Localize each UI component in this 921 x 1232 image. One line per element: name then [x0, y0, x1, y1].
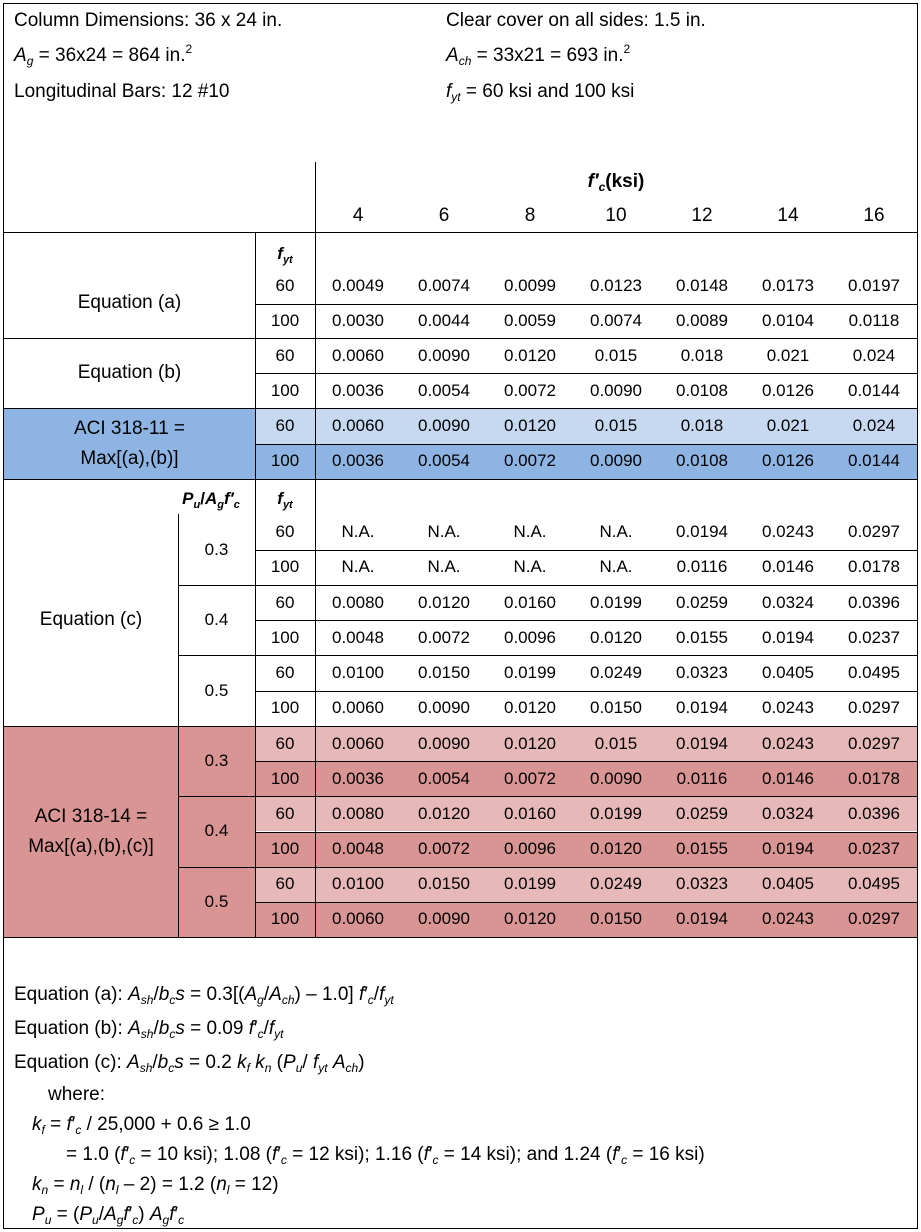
aci11-100-cell: 0.0090 — [590, 451, 642, 471]
eq-c-0.4-100-cell: 0.0096 — [504, 627, 556, 647]
aci11-60-cell: 0.018 — [680, 415, 724, 435]
eq-c-0.5-60-cell: 0.0199 — [504, 662, 556, 682]
aci14-0.5-60-cell: 0.0100 — [332, 874, 384, 894]
aci14-0.3-60-cell: 0.0060 — [332, 733, 384, 753]
fc-heading: $f'_c$ (ksi) — [587, 171, 645, 194]
eq-b-60-cell: 0.015 — [594, 345, 638, 365]
aci14-0.4-60-cell: 0.0160 — [504, 803, 556, 823]
aci14-0.3-60-cell: 0.0297 — [848, 733, 900, 753]
aci14-0.3-60-cell: 0.0120 — [504, 733, 556, 753]
aci318-11-label-line2: Max[(a),(b)] — [80, 447, 179, 469]
fc-column-header: 8 — [524, 205, 536, 226]
aci14-0.4-100-cell: 0.0072 — [418, 839, 470, 859]
aci14-0.3-100-cell: 0.0054 — [418, 768, 470, 788]
fyt-value: 60 — [275, 275, 295, 295]
aci14-0.5-60-cell: 0.0405 — [762, 874, 814, 894]
aci14-0.5-60-cell: 0.0150 — [418, 874, 470, 894]
eq-a-60-cell: 0.0099 — [504, 275, 556, 295]
fc-column-header: 14 — [777, 205, 799, 226]
kf-values: = 1.0 ($f'_c = 10$ ksi); 1.08 ($f'_c = 12$ ksi); 1.16 ($f'_c = 14$ ksi); and 1.24 ($f'_c = 16$ ksi) — [66, 1144, 705, 1167]
eq-b-100-cell: 0.0036 — [332, 380, 384, 400]
fyt-value: 60 — [275, 592, 295, 612]
eq-c-0.3-60-cell: N.A. — [427, 521, 461, 541]
fyt-heading: $f_{yt}$ — [277, 489, 293, 511]
aci14-0.5-100-cell: 0.0150 — [590, 909, 642, 929]
aci14-0.4-100-cell: 0.0237 — [848, 839, 900, 859]
aci14-0.5-100-cell: 0.0243 — [762, 909, 814, 929]
aci14-0.4-60-cell: 0.0324 — [762, 803, 814, 823]
aci14-0.4-60-cell: 0.0080 — [332, 803, 384, 823]
aci14-0.3-100-cell: 0.0116 — [676, 768, 728, 788]
aci14-0.5-100-cell: 0.0090 — [418, 909, 470, 929]
pu-ratio-value: 0.3 — [204, 539, 229, 559]
where-label: where: — [48, 1084, 106, 1105]
aci11-100-cell: 0.0144 — [848, 451, 900, 471]
gross-area: $A_g = 36x24 = 864$ in.$^2$ — [14, 42, 193, 68]
fyt-value: 100 — [270, 698, 300, 718]
eq-b-100-cell: 0.0090 — [590, 380, 642, 400]
eq-c-0.4-60-cell: 0.0080 — [332, 592, 384, 612]
aci14-0.4-60-cell: 0.0259 — [676, 803, 728, 823]
eq-c-0.5-60-cell: 0.0495 — [848, 662, 900, 682]
eq-c-0.4-100-cell: 0.0194 — [762, 627, 814, 647]
eq-c-0.3-60-cell: 0.0297 — [848, 521, 900, 541]
aci14-0.3-100-cell: 0.0146 — [762, 768, 814, 788]
aci11-60-cell: 0.0060 — [332, 415, 384, 435]
aci14-0.5-60-cell: 0.0199 — [504, 874, 556, 894]
equation-c-formula: Equation (c): $A_{sh}/b_cs = 0.2$ $k_f$ $k_n$ ($P_u/$ $f_{yt}$ $A_{ch}$) — [14, 1052, 365, 1075]
eq-a-60-cell: 0.0123 — [590, 275, 642, 295]
aci14-0.5-100-cell: 0.0120 — [504, 909, 556, 929]
eq-c-0.3-60-cell: N.A. — [513, 521, 547, 541]
aci318-11-label-line1: ACI 318-11 = — [73, 417, 186, 439]
equation-a-formula: Equation (a): $A_{sh}/b_cs = 0.3[(A_g/A_{ch}) - 1.0]$ $f'_c/f_{yt}$ — [14, 984, 394, 1007]
aci14-0.3-100-cell: 0.0178 — [848, 768, 900, 788]
eq-b-100-cell: 0.0072 — [504, 380, 556, 400]
fyt-values: $f_{yt} = 60$ ksi and 100 ksi — [446, 81, 635, 104]
aci11-60-cell: 0.0120 — [504, 415, 556, 435]
eq-a-100-cell: 0.0044 — [418, 311, 470, 331]
clear-cover: Clear cover on all sides: 1.5 in. — [446, 10, 706, 31]
aci318-14-label-line1: ACI 318-14 = — [34, 805, 148, 827]
eq-c-0.3-100-cell: N.A. — [427, 557, 461, 577]
eq-c-0.3-100-cell: N.A. — [599, 557, 633, 577]
pu-ratio-value: 0.5 — [204, 891, 229, 911]
longitudinal-bars: Longitudinal Bars: 12 #10 — [14, 81, 230, 102]
aci318-14-label — [4, 726, 178, 937]
eq-c-0.5-60-cell: 0.0405 — [762, 662, 814, 682]
eq-c-0.4-100-cell: 0.0072 — [418, 627, 470, 647]
eq-b-100-cell: 0.0054 — [418, 380, 470, 400]
eq-c-0.5-100-cell: 0.0120 — [504, 698, 556, 718]
fc-column-header: 6 — [438, 205, 450, 226]
eq-a-100-cell: 0.0089 — [676, 311, 728, 331]
fc-column-header: 4 — [352, 205, 364, 226]
aci14-0.3-100-cell: 0.0090 — [590, 768, 642, 788]
equation-b-formula: Equation (b): $A_{sh}/b_cs = 0.09$ $f'_c/f_{yt}$ — [14, 1018, 284, 1041]
fc-column-header: 12 — [691, 205, 713, 226]
fyt-value: 60 — [275, 733, 295, 753]
aci14-0.5-100-cell: 0.0060 — [332, 909, 384, 929]
aci14-0.5-100-cell: 0.0194 — [676, 909, 728, 929]
aci11-60-cell: 0.021 — [766, 415, 810, 435]
eq-c-0.5-100-cell: 0.0150 — [590, 698, 642, 718]
eq-c-0.3-100-cell: N.A. — [341, 557, 375, 577]
equation-b-label: Equation (b) — [77, 362, 182, 383]
eq-c-0.3-60-cell: N.A. — [599, 521, 633, 541]
aci14-0.4-60-cell: 0.0120 — [418, 803, 470, 823]
aci318-14-label-line2: Max[(a),(b),(c)] — [28, 835, 154, 857]
eq-c-0.5-60-cell: 0.0249 — [590, 662, 642, 682]
eq-b-100-cell: 0.0126 — [762, 380, 814, 400]
eq-a-60-cell: 0.0173 — [762, 275, 814, 295]
eq-a-100-cell: 0.0074 — [590, 311, 642, 331]
eq-c-0.4-60-cell: 0.0324 — [762, 592, 814, 612]
fyt-value: 100 — [270, 451, 300, 471]
aci14-0.3-60-cell: 0.015 — [594, 733, 638, 753]
eq-c-0.4-60-cell: 0.0120 — [418, 592, 470, 612]
eq-c-0.4-60-cell: 0.0199 — [590, 592, 642, 612]
eq-b-60-cell: 0.0120 — [504, 345, 556, 365]
fyt-value: 100 — [270, 768, 300, 788]
pu-ratio-heading: $P_u/A_gf'_c$ — [182, 489, 240, 511]
eq-a-60-cell: 0.0197 — [848, 275, 900, 295]
eq-c-0.5-60-cell: 0.0323 — [676, 662, 728, 682]
eq-c-0.5-100-cell: 0.0060 — [332, 698, 384, 718]
eq-a-60-cell: 0.0148 — [676, 275, 728, 295]
aci11-60-cell: 0.0090 — [418, 415, 470, 435]
aci14-0.4-60-cell: 0.0199 — [590, 803, 642, 823]
header-bottom-border — [4, 232, 917, 233]
aci14-0.4-100-cell: 0.0048 — [332, 839, 384, 859]
eq-c-0.3-100-cell: 0.0116 — [676, 557, 728, 577]
eq-c-0.4-100-cell: 0.0120 — [590, 627, 642, 647]
aci11-100-cell: 0.0036 — [332, 451, 384, 471]
aci14-0.3-60-cell: 0.0243 — [762, 733, 814, 753]
aci14-0.3-100-cell: 0.0072 — [504, 768, 556, 788]
aci14-0.5-60-cell: 0.0495 — [848, 874, 900, 894]
aci14-0.4-60-cell: 0.0396 — [848, 803, 900, 823]
aci318-11-label — [4, 408, 255, 479]
fyt-value: 100 — [270, 627, 300, 647]
fyt-value: 60 — [275, 874, 295, 894]
eq-b-60-cell: 0.0090 — [418, 345, 470, 365]
aci11-100-cell: 0.0054 — [418, 451, 470, 471]
column-dimensions: Column Dimensions: 36 x 24 in. — [14, 10, 283, 31]
pu-ratio-value: 0.5 — [204, 680, 229, 700]
eq-c-0.4-100-cell: 0.0048 — [332, 627, 384, 647]
aci11-60-cell: 0.015 — [594, 415, 638, 435]
aci14-0.5-60-cell: 0.0249 — [590, 874, 642, 894]
aci11-100-cell: 0.0108 — [676, 451, 728, 471]
fyt-value: 100 — [270, 311, 300, 331]
eq-a-100-cell: 0.0118 — [848, 311, 900, 331]
eq-c-0.4-100-cell: 0.0155 — [676, 627, 728, 647]
eq-b-60-cell: 0.0060 — [332, 345, 384, 365]
aci11-100-cell: 0.0072 — [504, 451, 556, 471]
eq-c-0.3-100-cell: 0.0178 — [848, 557, 900, 577]
eq-a-100-cell: 0.0059 — [504, 311, 556, 331]
fyt-value: 100 — [270, 557, 300, 577]
fyt-value: 60 — [275, 521, 295, 541]
eq-a-100-cell: 0.0104 — [762, 311, 814, 331]
aci14-0.4-100-cell: 0.0194 — [762, 839, 814, 859]
aci14-0.3-100-cell: 0.0036 — [332, 768, 384, 788]
kn-definition: $k_n = n_l / (n_l - 2) = 1.2$ $(n_l = 12)$ — [32, 1174, 279, 1197]
eq-c-0.4-60-cell: 0.0160 — [504, 592, 556, 612]
equation-c-label: Equation (c) — [39, 609, 143, 630]
fc-column-header: 10 — [605, 205, 627, 226]
eq-c-0.5-100-cell: 0.0243 — [762, 698, 814, 718]
aci11-60-cell: 0.024 — [852, 415, 896, 435]
eq-b-100-cell: 0.0108 — [676, 380, 728, 400]
pu-definition: $P_u = (P_u/A_gf'_c)$ $A_gf'_c$ — [32, 1204, 185, 1227]
eq-c-0.4-60-cell: 0.0396 — [848, 592, 900, 612]
fyt-value: 60 — [275, 345, 295, 365]
aci14-0.3-60-cell: 0.0194 — [676, 733, 728, 753]
pu-ratio-value: 0.4 — [204, 821, 229, 841]
aci14-0.4-100-cell: 0.0155 — [676, 839, 728, 859]
eq-a-60-cell: 0.0049 — [332, 275, 384, 295]
fyt-value: 100 — [270, 909, 300, 929]
eq-c-0.5-100-cell: 0.0090 — [418, 698, 470, 718]
eq-c-0.4-100-cell: 0.0237 — [848, 627, 900, 647]
fyt-value: 60 — [275, 803, 295, 823]
eq-c-0.4-60-cell: 0.0259 — [676, 592, 728, 612]
fyt-heading: $f_{yt}$ — [277, 244, 293, 266]
pu-ratio-value: 0.3 — [204, 751, 229, 771]
row-divider — [4, 479, 917, 480]
eq-b-60-cell: 0.024 — [852, 345, 896, 365]
eq-c-0.3-100-cell: N.A. — [513, 557, 547, 577]
eq-c-0.5-100-cell: 0.0194 — [676, 698, 728, 718]
formula-block — [14, 978, 705, 1230]
aci14-0.4-100-cell: 0.0120 — [590, 839, 642, 859]
aci14-0.5-60-cell: 0.0323 — [676, 874, 728, 894]
aci14-0.5-100-cell: 0.0297 — [848, 909, 900, 929]
table-bottom-border — [4, 937, 917, 938]
aci11-100-cell: 0.0126 — [762, 451, 814, 471]
fyt-value: 100 — [270, 839, 300, 859]
eq-c-0.3-100-cell: 0.0146 — [762, 557, 814, 577]
fyt-value: 60 — [275, 415, 295, 435]
eq-c-0.3-60-cell: N.A. — [341, 521, 375, 541]
fyt-value: 60 — [275, 662, 295, 682]
aci14-0.4-100-cell: 0.0096 — [504, 839, 556, 859]
eq-c-0.5-100-cell: 0.0297 — [848, 698, 900, 718]
aci14-0.3-60-cell: 0.0090 — [418, 733, 470, 753]
kf-definition: $k_f = f'_c / 25,000 + 0.6 \ge 1.0$ — [32, 1114, 251, 1137]
fc-column-header: 16 — [863, 205, 885, 226]
eq-c-0.5-60-cell: 0.0100 — [332, 662, 384, 682]
equation-a-label: Equation (a) — [77, 292, 182, 313]
eq-b-100-cell: 0.0144 — [848, 380, 900, 400]
eq-a-60-cell: 0.0074 — [418, 275, 470, 295]
pu-ratio-value: 0.4 — [204, 610, 229, 629]
eq-c-0.3-60-cell: 0.0243 — [762, 521, 814, 541]
core-area: $A_{ch} = 33x21 = 693$ in.$^2$ — [446, 42, 631, 68]
eq-b-60-cell: 0.021 — [766, 345, 810, 365]
eq-c-0.3-60-cell: 0.0194 — [676, 521, 728, 541]
eq-b-60-cell: 0.018 — [680, 345, 724, 365]
fyt-value: 100 — [270, 380, 300, 400]
eq-a-100-cell: 0.0030 — [332, 311, 384, 331]
eq-c-0.5-60-cell: 0.0150 — [418, 662, 470, 682]
